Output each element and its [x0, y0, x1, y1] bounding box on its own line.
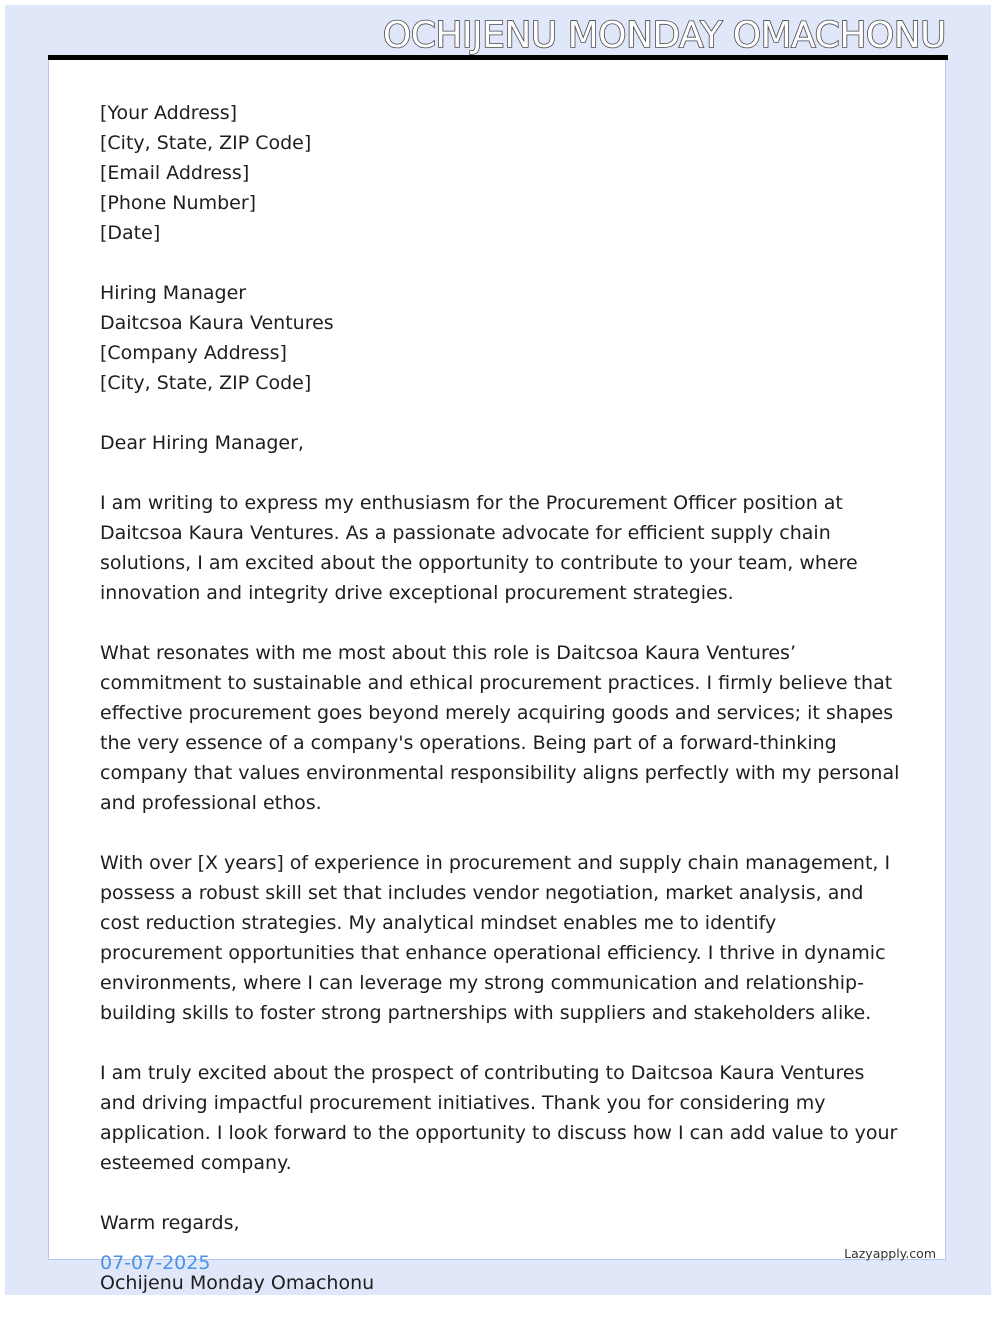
recipient-city-state-zip: [City, State, ZIP Code]	[100, 372, 312, 394]
signature-name: Ochijenu Monday Omachonu	[100, 1272, 375, 1294]
closing: Warm regards,	[100, 1212, 240, 1234]
watermark-text: Lazyapply.com	[844, 1246, 936, 1261]
sender-date: [Date]	[100, 222, 161, 244]
sender-phone: [Phone Number]	[100, 192, 257, 214]
body-paragraph-3: With over [X years] of experience in procurement and supply chain management, I possess a robust skill set that includes vendor negotiation, market analysis, and cost reduction strategies. My analytical mindset enables me to identify procurement opportunities that enhance operational efficiency. I thrive in dynamic environments, where I can leverage my strong communication and relationship-building skills to foster strong partnerships with suppliers and stakeholders alike.	[100, 852, 891, 1024]
salutation: Dear Hiring Manager,	[100, 432, 304, 454]
body-paragraph-2: What resonates with me most about this role is Daitcsoa Kaura Ventures’ commitment to sustainable and ethical procurement practices. I firmly believe that effective procurement goes beyond merely acquiring goods and services; it shapes the very essence of a company's operations. Being part of a forward-thinking company that values environmental responsibility aligns perfectly with my personal and professional ethos.	[100, 642, 900, 814]
sender-email: [Email Address]	[100, 162, 250, 184]
recipient-block	[100, 278, 900, 398]
body-paragraph-1: I am writing to express my enthusiasm for the Procurement Officer position at Daitcsoa Kaura Ventures. As a passionate advocate for efficient supply chain solutions, I am excited about the opportunity to contribute to your team, where innovation and integrity drive exceptional procurement strategies.	[100, 492, 858, 604]
applicant-name-heading: OCHIJENU MONDAY OMACHONU	[382, 15, 946, 56]
body-paragraph-4: I am truly excited about the prospect of contributing to Daitcsoa Kaura Ventures and driving impactful procurement initiatives. Thank you for considering my application. I look forward to the opportunity to discuss how I can add value to your esteemed company.	[100, 1062, 898, 1174]
sender-block	[100, 98, 900, 248]
sender-address: [Your Address]	[100, 102, 238, 124]
sender-city-state-zip: [City, State, ZIP Code]	[100, 132, 312, 154]
recipient-title: Hiring Manager	[100, 282, 247, 304]
recipient-company: Daitcsoa Kaura Ventures	[100, 312, 334, 334]
recipient-address: [Company Address]	[100, 342, 287, 364]
footer-date: 07-07-2025	[100, 1252, 211, 1274]
cover-letter-body	[100, 98, 900, 1328]
